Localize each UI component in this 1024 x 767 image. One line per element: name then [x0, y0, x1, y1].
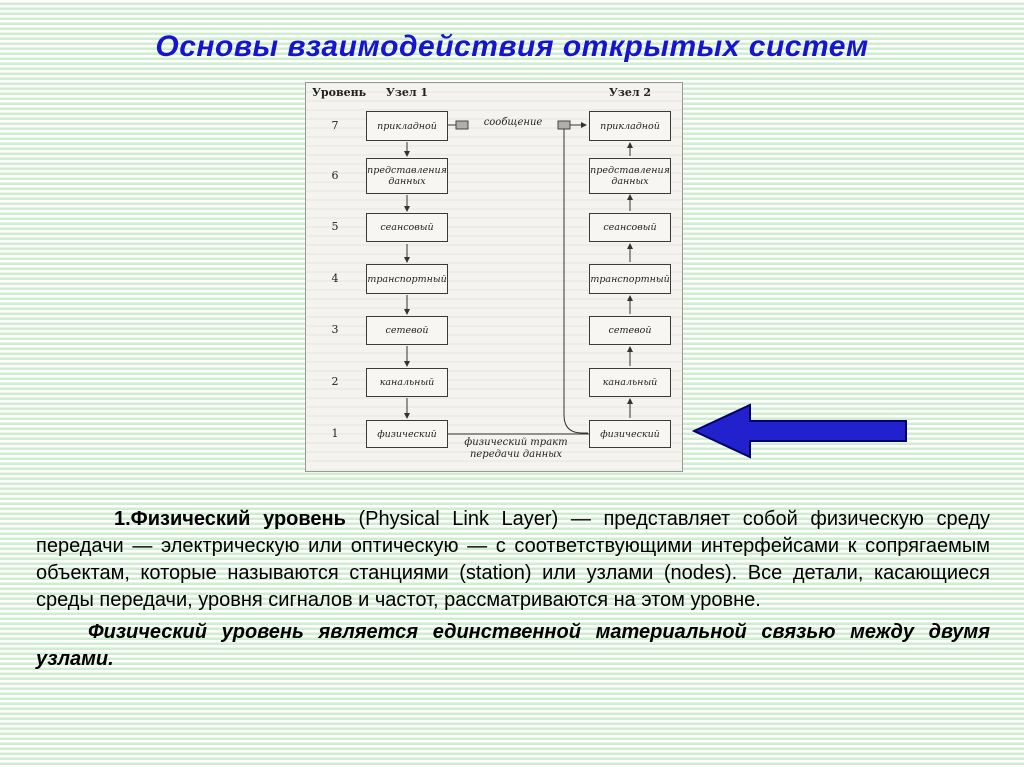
- paragraph-rest: (Physical Link Layer) — представляет собой физическую среду передачи — электрическую или оптическую — с соответствующими интерфейсами к сопрягаемым объектам, которые называются станциями (station) или узлами (nodes). Все детали, касающиеся среды передачи, уровня сигналов и частот, рассматриваются на этом уровне.: [36, 508, 990, 611]
- slide-title: Основы взаимодействия открытых систем: [155, 30, 869, 63]
- layer-box-left: транспортный: [366, 264, 448, 294]
- message-label: сообщение: [483, 117, 543, 128]
- osi-diagram: [305, 82, 683, 472]
- layer-box-right: представления данных: [589, 158, 671, 194]
- layer-box-left: представления данных: [366, 158, 448, 194]
- level-number: 1: [331, 427, 339, 440]
- layer-box-left: канальный: [366, 368, 448, 397]
- physical-path-label: физический тракт передачи данных: [464, 437, 568, 460]
- paragraph-conclusion: Физический уровень является единственной материальной связью между двумя узлами.: [36, 621, 990, 670]
- column-header-node2: Узел 2: [608, 86, 652, 99]
- layer-box-right: сеансовый: [589, 213, 671, 242]
- layer-box-right: прикладной: [589, 111, 671, 141]
- level-number: 6: [331, 169, 339, 182]
- layer-box-left: физический: [366, 420, 448, 448]
- layer-box-right: физический: [589, 420, 671, 448]
- layer-box-left: прикладной: [366, 111, 448, 141]
- level-number: 4: [331, 272, 339, 285]
- level-number: 2: [331, 375, 339, 388]
- message-endpoint-icon: [456, 121, 468, 129]
- layer-box-left: сеансовый: [366, 213, 448, 242]
- message-endpoint-icon: [558, 121, 570, 129]
- level-number: 5: [331, 220, 339, 233]
- layer-box-right: канальный: [589, 368, 671, 397]
- column-header-level: Уровень: [312, 86, 367, 99]
- left-arrow-icon: [692, 402, 908, 460]
- paragraph-lead-bold: 1.Физический уровень: [114, 508, 346, 530]
- layer-box-right: сетевой: [589, 316, 671, 345]
- column-header-node1: Узел 1: [385, 86, 429, 99]
- slide-body-text: [36, 506, 990, 673]
- level-number: 7: [331, 119, 339, 132]
- layer-box-right: транспортный: [589, 264, 671, 294]
- layer-box-left: сетевой: [366, 316, 448, 345]
- level-number: 3: [331, 323, 339, 336]
- paragraph-physical-layer: [36, 506, 990, 614]
